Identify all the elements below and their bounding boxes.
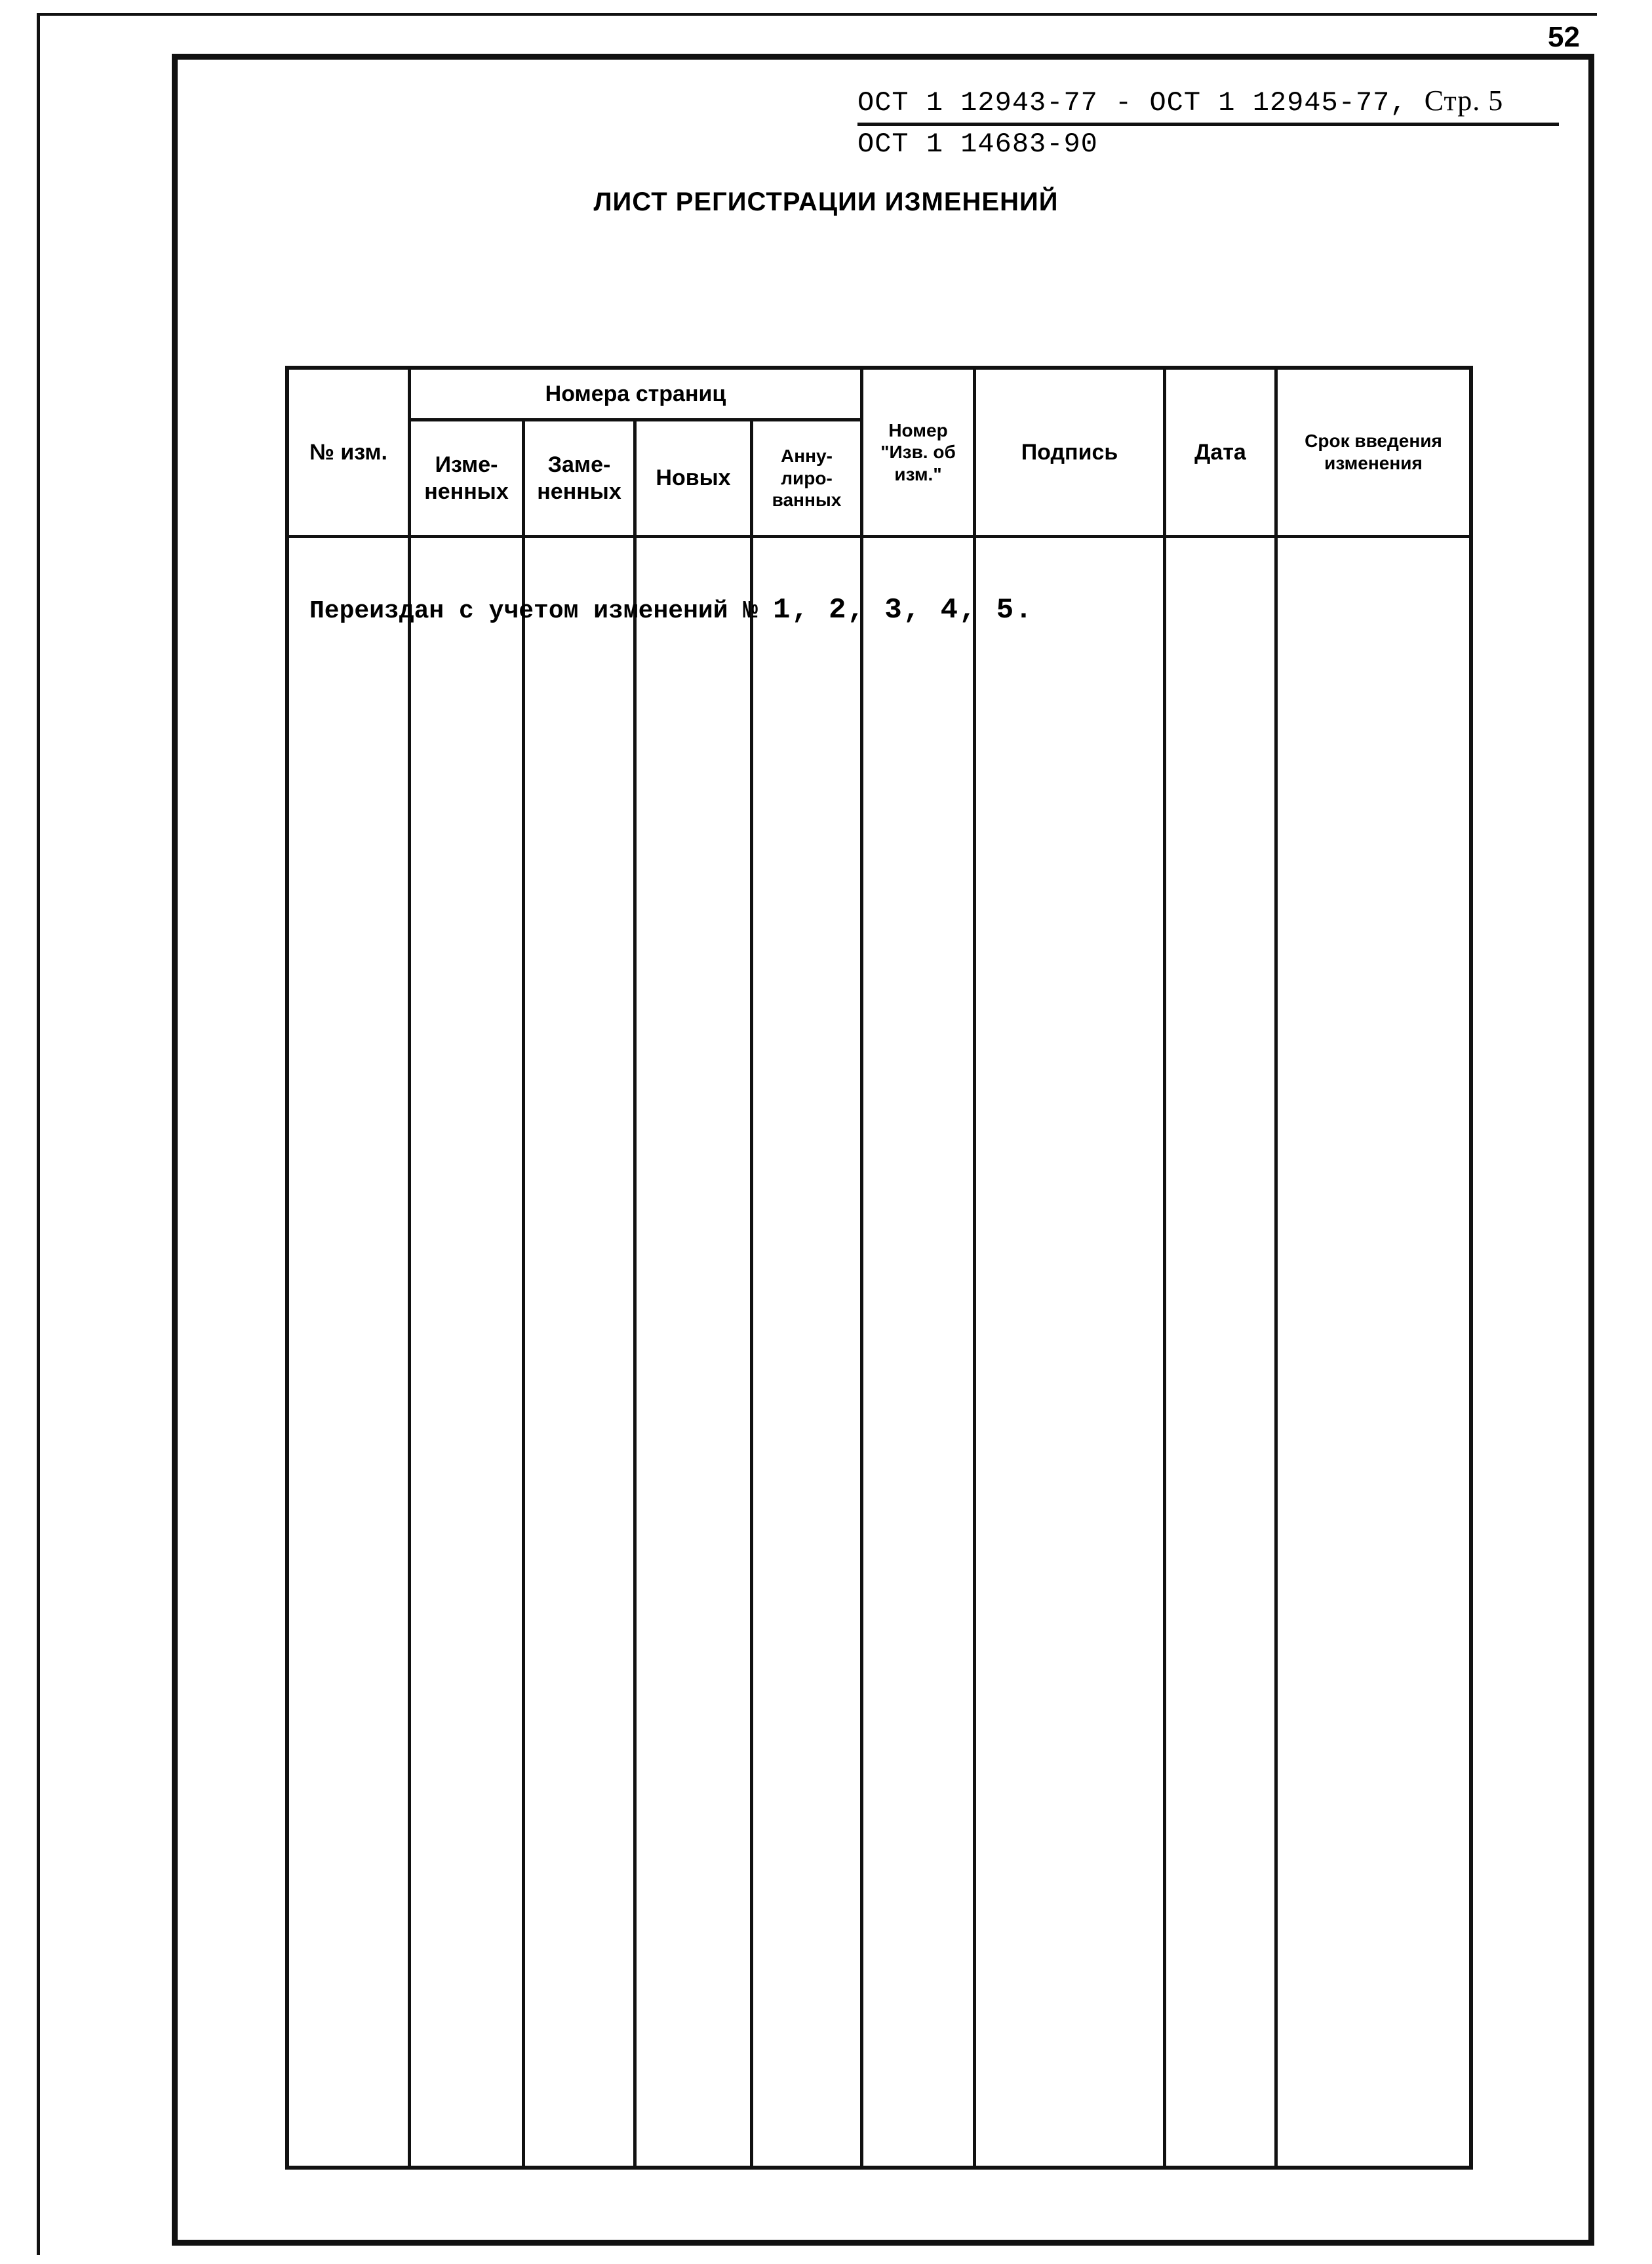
col-divider	[973, 370, 976, 2166]
col-divider	[860, 370, 863, 2166]
header-changed-pages: Изме- ненных	[424, 452, 509, 504]
header-standards: ОСТ 1 12943-77 - ОСТ 1 12945-77,	[857, 87, 1407, 119]
header-page-label: Стр. 5	[1424, 85, 1504, 117]
col-divider	[1274, 370, 1278, 2166]
header-signature: Подпись	[1021, 439, 1118, 465]
header-change-number: № изм.	[309, 439, 387, 465]
page-edge-left	[37, 13, 40, 2255]
page-edge-top	[37, 13, 1597, 16]
header-notice-number: Номер "Изв. об изм."	[880, 420, 956, 484]
header-date: Дата	[1194, 439, 1246, 465]
col-divider	[1163, 370, 1166, 2166]
reissue-note-text: Переиздан с учетом изменений №	[309, 597, 758, 625]
page-title: ЛИСТ РЕГИСТРАЦИИ ИЗМЕНЕНИЙ	[593, 187, 1059, 216]
header-new-pages: Новых	[656, 465, 731, 491]
header-standard-range	[857, 84, 1559, 126]
reissue-note	[309, 594, 1034, 627]
header-standard-secondary: ОСТ 1 14683-90	[857, 128, 1098, 160]
header-replaced-pages: Заме- ненных	[537, 452, 621, 504]
header-annulled-pages: Анну- лиро- ванных	[772, 446, 842, 511]
header-effective-date: Срок введения изменения	[1305, 431, 1442, 473]
header-bottom-line	[289, 535, 1469, 538]
col-divider	[750, 420, 753, 2166]
col-divider	[522, 420, 525, 2166]
document-header	[857, 84, 1559, 160]
col-divider	[633, 420, 637, 2166]
col-divider	[408, 370, 411, 2166]
page-number: 52	[1548, 21, 1580, 53]
header-page-numbers-group: Номера страниц	[545, 381, 726, 406]
reissue-note-change-numbers: 1, 2, 3, 4, 5.	[772, 594, 1034, 627]
change-registration-table	[285, 366, 1473, 2170]
